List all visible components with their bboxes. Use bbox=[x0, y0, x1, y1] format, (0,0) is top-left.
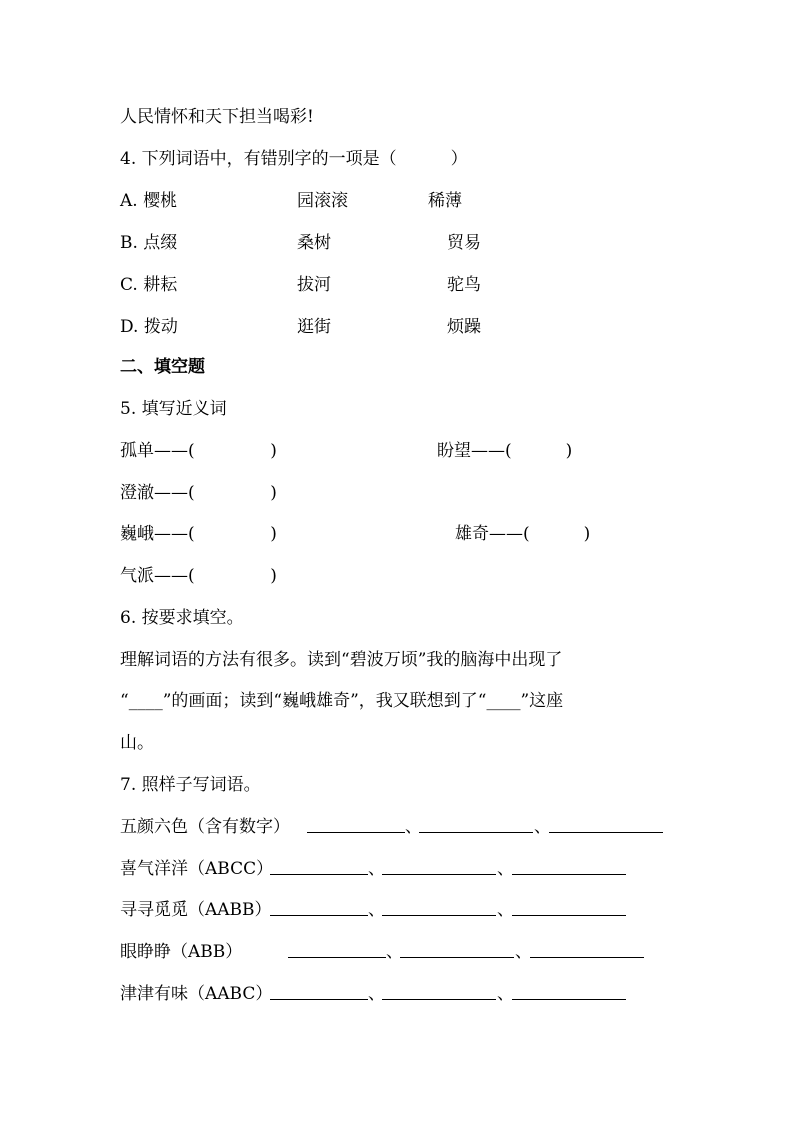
q4-option-b-word3: 贸易 bbox=[447, 233, 481, 253]
q5-row2-left: 澄澈——( ) bbox=[120, 483, 277, 503]
q4-option-d-label: D. 拨动 bbox=[120, 317, 178, 337]
q5-row3-right: 雄奇——( ) bbox=[455, 524, 591, 544]
q7-row2-example: 喜气洋洋（ABCC） bbox=[120, 859, 274, 879]
q7-title: 7. 照样子写词语。 bbox=[120, 775, 261, 795]
q5-row3-left: 巍峨——( ) bbox=[120, 524, 277, 544]
q6-title: 6. 按要求填空。 bbox=[120, 608, 244, 628]
q4-option-d-word2: 逛街 bbox=[297, 317, 331, 337]
q6-line2: “____”的画面；读到“巍峨雄奇”，我又联想到了“____”这座 bbox=[120, 691, 564, 711]
q5-row4-left: 气派——( ) bbox=[120, 566, 277, 586]
q7-row4-sep2: 、 bbox=[515, 942, 532, 962]
q4-option-d-word3: 烦躁 bbox=[447, 317, 481, 337]
q7-row1-sep1: 、 bbox=[405, 817, 422, 837]
q7-row2-blank1[interactable] bbox=[270, 858, 368, 875]
q7-row3-example: 寻寻觅觅（AABB） bbox=[120, 900, 272, 920]
q7-row2-blank3[interactable] bbox=[512, 858, 626, 875]
q4-option-a-word2: 园滚滚 bbox=[297, 191, 348, 211]
q7-row1-example: 五颜六色（含有数字） bbox=[120, 817, 290, 837]
q6-line3: 山。 bbox=[120, 733, 154, 753]
q7-row3-blank1[interactable] bbox=[270, 899, 368, 916]
q4-option-c-word3: 驼鸟 bbox=[447, 275, 481, 295]
q7-row4-blank1[interactable] bbox=[288, 941, 386, 958]
q7-row4-blank2[interactable] bbox=[400, 941, 514, 958]
q7-row1-blank2[interactable] bbox=[419, 816, 533, 833]
q7-row5-sep2: 、 bbox=[497, 984, 514, 1004]
q7-row4-blank3[interactable] bbox=[530, 941, 644, 958]
q7-row2-blank2[interactable] bbox=[382, 858, 496, 875]
q7-row2-sep2: 、 bbox=[497, 859, 514, 879]
q4-option-a-label: A. 樱桃 bbox=[120, 191, 178, 211]
section2-title: 二、填空题 bbox=[120, 357, 205, 377]
q4-option-b-word2: 桑树 bbox=[297, 233, 331, 253]
q4-stem: 4. 下列词语中，有错别字的一项是（ ） bbox=[120, 149, 468, 169]
q7-row5-sep1: 、 bbox=[368, 984, 385, 1004]
q6-line1: 理解词语的方法有很多。读到“碧波万顷”我的脑海中出现了 bbox=[120, 650, 563, 670]
q4-option-a-word3: 稀薄 bbox=[428, 191, 462, 211]
q7-row3-sep2: 、 bbox=[497, 900, 514, 920]
q5-row1-left: 孤单——( ) bbox=[120, 441, 277, 461]
q7-row3-blank3[interactable] bbox=[512, 899, 626, 916]
q7-row5-blank3[interactable] bbox=[512, 983, 626, 1000]
q7-row1-blank1[interactable] bbox=[307, 816, 405, 833]
intro-tail-text: 人民情怀和天下担当喝彩! bbox=[120, 107, 314, 127]
q4-option-c-word2: 拔河 bbox=[297, 275, 331, 295]
q4-option-b-label: B. 点缀 bbox=[120, 233, 178, 253]
q5-row1-right: 盼望——( ) bbox=[437, 441, 573, 461]
q7-row2-sep1: 、 bbox=[368, 859, 385, 879]
q7-row1-sep2: 、 bbox=[534, 817, 551, 837]
q7-row1-blank3[interactable] bbox=[549, 816, 663, 833]
q7-row4-example: 眼睁睁（ABB） bbox=[120, 942, 243, 962]
q7-row5-blank1[interactable] bbox=[270, 983, 368, 1000]
q7-row3-sep1: 、 bbox=[368, 900, 385, 920]
q7-row3-blank2[interactable] bbox=[382, 899, 496, 916]
q7-row5-blank2[interactable] bbox=[382, 983, 496, 1000]
q4-option-c-label: C. 耕耘 bbox=[120, 275, 178, 295]
q5-title: 5. 填写近义词 bbox=[120, 399, 227, 419]
q7-row4-sep1: 、 bbox=[386, 942, 403, 962]
q7-row5-example: 津津有味（AABC） bbox=[120, 984, 273, 1004]
